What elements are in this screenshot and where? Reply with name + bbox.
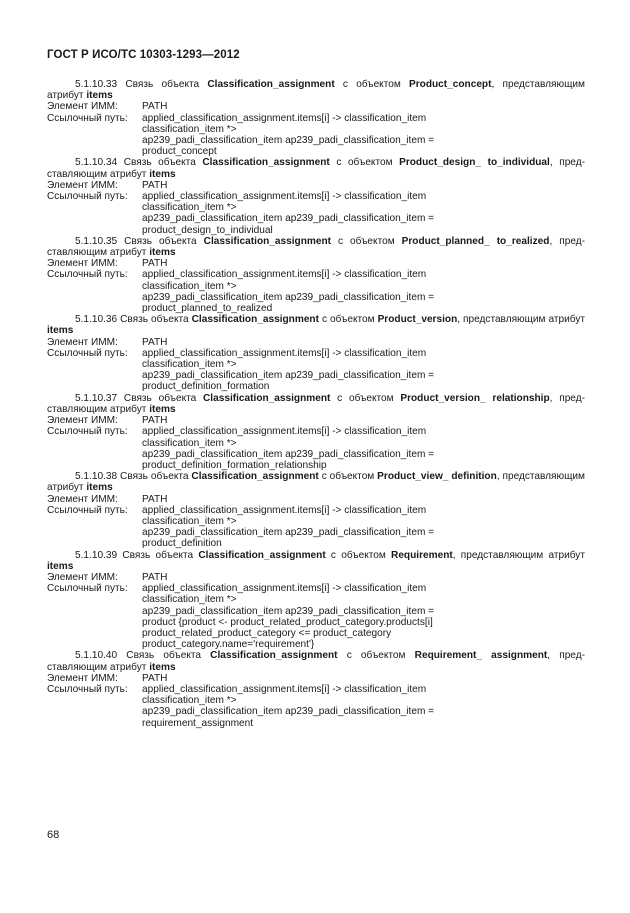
reference-path-line: product_concept: [142, 146, 217, 158]
reference-path-line: applied_classification_assignment.items[i] -> classification_item: [142, 112, 427, 124]
reference-path-line: product {product <- product_related_product_category.products[i]: [142, 616, 433, 628]
heading-text: с объектом: [334, 79, 410, 90]
heading-text: Связь объекта: [117, 157, 203, 169]
imm-element-label: Элемент ИММ:: [47, 101, 118, 113]
section-heading: [47, 157, 585, 179]
reference-path-line: classification_item *>: [142, 695, 237, 707]
target-entity-name: Product_version_ relationship: [400, 392, 550, 404]
imm-element-value: PATH: [142, 101, 168, 113]
reference-path-line: ap239_padi_classification_item ap239_padi_classification_item =: [142, 370, 435, 382]
imm-element-value: PATH: [142, 571, 168, 583]
reference-path-line: applied_classification_assignment.items[i] -> classification_item: [142, 191, 427, 203]
reference-path-label: Ссылочный путь:: [47, 504, 128, 516]
imm-element-value: PATH: [142, 672, 168, 684]
reference-path-line: product_definition_formation: [142, 381, 270, 393]
reference-path-line: applied_classification_assignment.items[i] -> classification_item: [142, 504, 427, 516]
heading-text: , представляющим атрибут: [457, 314, 585, 326]
section-number: 5.1.10.38: [75, 471, 118, 483]
reference-path-label: Ссылочный путь:: [47, 191, 128, 203]
target-entity-name: Product_view_ definition: [377, 471, 497, 483]
reference-path-line: ap239_padi_classification_item ap239_padi_classification_item =: [142, 706, 435, 718]
reference-path-line: classification_item *>: [142, 437, 237, 449]
document-body: [47, 79, 585, 729]
imm-element-row: [47, 258, 585, 269]
reference-path-label: Ссылочный путь:: [47, 426, 128, 438]
section-number: 5.1.10.35: [75, 235, 118, 247]
entity-name: Classification_assignment: [198, 549, 326, 561]
target-entity-name: Product_design_ to_individual: [399, 157, 550, 169]
heading-text: Связь объекта: [117, 650, 211, 662]
target-entity-name: Product_version: [377, 314, 458, 326]
reference-path-row: [47, 191, 585, 202]
reference-path-row: [47, 113, 585, 124]
section-number: 5.1.10.39: [75, 549, 118, 561]
entity-name: Classification_assignment: [207, 79, 335, 90]
reference-path-label: Ссылочный путь:: [47, 112, 128, 124]
section-number: 5.1.10.37: [75, 392, 118, 404]
reference-path-label: Ссылочный путь:: [47, 347, 128, 359]
reference-path-line: ap239_padi_classification_item ap239_padi_classification_item =: [142, 135, 435, 147]
imm-element-label: Элемент ИММ:: [47, 336, 118, 348]
attribute-name: items: [149, 247, 176, 259]
heading-text: Связь объекта: [117, 471, 192, 483]
page-header: ГОСТ Р ИСО/ТС 10303-1293—2012: [47, 49, 240, 61]
heading-text: с объектом: [325, 549, 392, 561]
reference-path-row: [47, 684, 585, 695]
heading-text: Связь объекта: [117, 549, 199, 561]
imm-element-row: [47, 415, 585, 426]
reference-path-line: applied_classification_assignment.items[i] -> classification_item: [142, 426, 427, 438]
imm-element-value: PATH: [142, 415, 168, 427]
page-number: 68: [47, 829, 60, 841]
reference-path-line: product_related_product_category <= product_category: [142, 627, 392, 639]
imm-element-row: [47, 180, 585, 191]
section-heading: [47, 314, 585, 336]
attribute-name: items: [149, 168, 176, 180]
heading-text: Связь объекта: [117, 235, 204, 247]
section-number: 5.1.10.33: [75, 79, 118, 90]
reference-path-row: [47, 583, 585, 594]
reference-path-line: classification_item *>: [142, 123, 237, 135]
heading-text: с объектом: [318, 314, 378, 326]
mapping-section: [47, 314, 585, 392]
reference-path-row: [47, 426, 585, 437]
mapping-section: [47, 157, 585, 235]
mapping-section: [47, 550, 585, 651]
reference-path-line: classification_item *>: [142, 359, 237, 371]
imm-element-label: Элемент ИММ:: [47, 672, 118, 684]
imm-element-row: [47, 101, 585, 112]
reference-path-line: classification_item *>: [142, 280, 237, 292]
imm-element-value: PATH: [142, 336, 168, 348]
reference-path-line: ap239_padi_classification_item ap239_padi_classification_item =: [142, 213, 435, 225]
reference-path-label: Ссылочный путь:: [47, 269, 128, 281]
imm-element-label: Элемент ИММ:: [47, 179, 118, 191]
entity-name: Classification_assignment: [210, 650, 338, 662]
mapping-section: [47, 236, 585, 314]
heading-text: , представляющим атрибут: [47, 471, 585, 494]
heading-text: с объектом: [329, 157, 400, 169]
target-entity-name: Product_planned_ to_realized: [401, 235, 550, 247]
reference-path-line: classification_item *>: [142, 515, 237, 527]
heading-text: , представляющим атрибут: [47, 392, 585, 415]
attribute-name: items: [149, 403, 176, 415]
entity-name: Classification_assignment: [203, 235, 331, 247]
attribute-name: items: [149, 661, 176, 673]
mapping-section: [47, 393, 585, 471]
heading-text: , представляющим атрибут: [47, 235, 585, 259]
heading-text: Связь объекта: [117, 314, 192, 326]
mapping-section: [47, 471, 585, 549]
heading-text: , представляющим атрибут: [47, 157, 585, 180]
entity-name: Classification_assignment: [203, 392, 331, 404]
section-number: 5.1.10.40: [75, 650, 118, 662]
section-number: 5.1.10.36: [75, 314, 118, 326]
heading-text: Связь объекта: [117, 79, 208, 90]
imm-element-value: PATH: [142, 493, 168, 505]
reference-path-line: product_design_to_individual: [142, 224, 273, 236]
reference-path-line: applied_classification_assignment.items[i] -> classification_item: [142, 347, 427, 359]
reference-path-row: [47, 505, 585, 516]
target-entity-name: Requirement: [391, 549, 453, 561]
heading-text: с объектом: [318, 471, 378, 483]
reference-path-line: applied_classification_assignment.items[i] -> classification_item: [142, 269, 427, 281]
section-heading: [47, 650, 585, 672]
reference-path-line: applied_classification_assignment.items[i] -> classification_item: [142, 583, 427, 595]
attribute-name: items: [86, 482, 113, 494]
section-heading: [47, 550, 585, 572]
heading-text: , представляющим атрибут: [452, 549, 585, 561]
imm-element-label: Элемент ИММ:: [47, 415, 118, 427]
reference-path-line: classification_item *>: [142, 594, 237, 606]
imm-element-label: Элемент ИММ:: [47, 571, 118, 583]
imm-element-row: [47, 337, 585, 348]
section-heading: [47, 471, 585, 493]
reference-path-label: Ссылочный путь:: [47, 683, 128, 695]
reference-path-line: ap239_padi_classification_item ap239_padi_classification_item =: [142, 605, 435, 617]
heading-text: , представляющим атрибут: [47, 79, 585, 102]
imm-element-row: [47, 673, 585, 684]
reference-path-row: [47, 348, 585, 359]
imm-element-label: Элемент ИММ:: [47, 493, 118, 505]
reference-path-line: ap239_padi_classification_item ap239_padi_classification_item =: [142, 291, 435, 303]
reference-path-line: product_planned_to_realized: [142, 303, 273, 315]
entity-name: Classification_assignment: [191, 314, 319, 326]
reference-path-row: [47, 269, 585, 280]
reference-path-line: classification_item *>: [142, 202, 237, 214]
heading-text: , представляющим атрибут: [47, 650, 585, 673]
reference-path-label: Ссылочный путь:: [47, 583, 128, 595]
section-heading: [47, 236, 585, 258]
reference-path-line: product_definition_formation_relationship: [142, 459, 327, 471]
reference-path-line: requirement_assignment: [142, 717, 254, 729]
reference-path-line: product_category.name='requirement'}: [142, 639, 315, 651]
section-heading: [47, 393, 585, 415]
mapping-section: [47, 79, 585, 157]
imm-element-row: [47, 494, 585, 505]
heading-text: Связь объекта: [117, 392, 204, 404]
attribute-name: items: [47, 325, 74, 337]
entity-name: Classification_assignment: [191, 471, 319, 483]
attribute-name: items: [86, 90, 113, 102]
imm-element-row: [47, 572, 585, 583]
heading-text: с объектом: [337, 650, 415, 662]
mapping-section: [47, 650, 585, 728]
reference-path-line: ap239_padi_classification_item ap239_padi_classification_item =: [142, 527, 435, 539]
attribute-name: items: [47, 560, 74, 572]
entity-name: Classification_assignment: [202, 157, 330, 169]
imm-element-value: PATH: [142, 179, 168, 191]
imm-element-label: Элемент ИММ:: [47, 258, 118, 270]
imm-element-value: PATH: [142, 258, 168, 270]
section-number: 5.1.10.34: [75, 157, 118, 169]
target-entity-name: Product_concept: [409, 79, 492, 90]
section-heading: [47, 79, 585, 101]
reference-path-line: ap239_padi_classification_item ap239_padi_classification_item =: [142, 448, 435, 460]
heading-text: с объектом: [330, 392, 401, 404]
reference-path-line: applied_classification_assignment.items[i] -> classification_item: [142, 683, 427, 695]
heading-text: с объектом: [331, 235, 402, 247]
target-entity-name: Requirement_ assignment: [414, 650, 548, 662]
reference-path-line: product_definition: [142, 538, 222, 550]
